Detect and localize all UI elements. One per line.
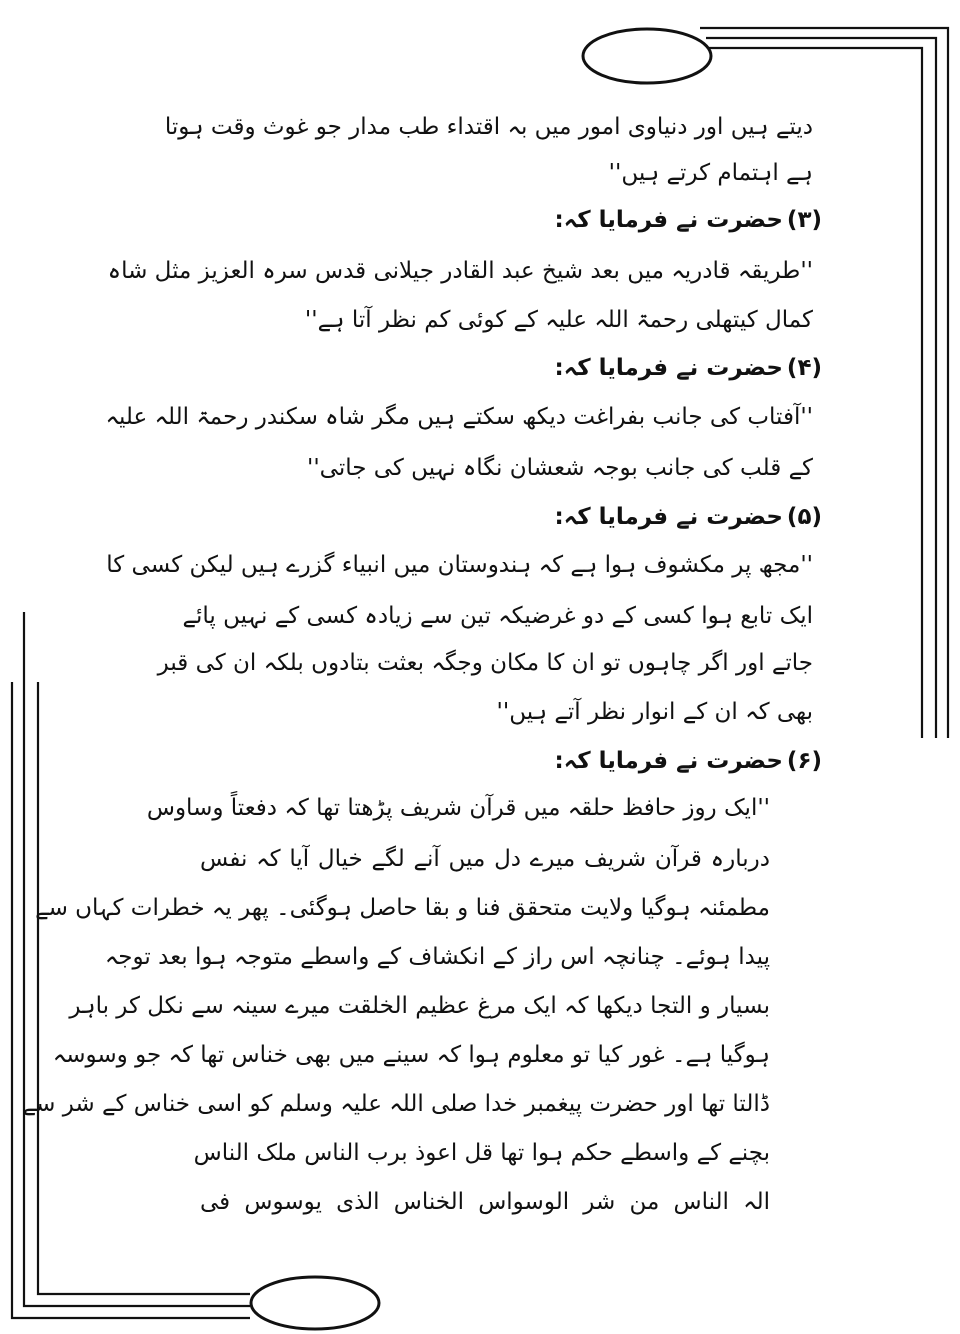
- section-4-number: (۴): [786, 355, 822, 381]
- section-6-line-3: مطمئنہ ہوگیا ولایت متحقق فنا و بقا حاصل ہوگئی۔ پھر یہ خطرات کہاں سے: [35, 895, 770, 921]
- section-6-line-9: الہ الناس من شر الوسواس الخناس الذی یوسوس فی: [200, 1189, 770, 1215]
- section-5-line-3: جاتے اور اگر چاہوں تو ان کا مکان وجگہ بعثت بتادوں بلکہ ان کی قبر: [157, 650, 813, 676]
- section-5-line-4: بھی کہ ان کے انوار نظر آتے ہیں'': [496, 699, 813, 725]
- section-4-heading-text: حضرت نے فرمایا کہ:: [554, 355, 783, 381]
- section-5-line-1: ''مجھ پر مکشوف ہوا ہے کہ ہندوستان میں انبیاء گزرے ہیں لیکن کسی کا: [106, 552, 813, 578]
- intro-line-2: ہے اہتمام کرتے ہیں'': [608, 160, 813, 186]
- section-3-heading: [555, 205, 822, 235]
- section-6-heading: [555, 746, 822, 776]
- section-6-line-4: پیدا ہوئے۔ چنانچہ اس راز کے انکشاف کے واسطے متوجہ ہوا بعد توجہ: [104, 944, 770, 970]
- section-6-line-5: بسیار و التجا دیکھا کہ ایک مرغ عظیم الخلقت میرے سینہ سے نکل کر باہر: [69, 993, 770, 1019]
- bottom-oval-ornament: [251, 1277, 379, 1329]
- intro-line-1: دیتے ہیں اور دنیاوی امور میں بہ اقتداء طب مدار جو غوث وقت ہوتا: [164, 114, 813, 140]
- section-6-line-6: ہوگیا ہے۔ غور کیا تو معلوم ہوا کہ سینے میں بھی خناس تھا کہ جو وسوسہ: [52, 1042, 770, 1068]
- section-3-line-1: ''طریقہ قادریہ میں بعد شیخ عبد القادر جیلانی قدس سرہ العزیز مثل شاہ: [107, 258, 813, 284]
- section-5-number: (۵): [786, 504, 822, 530]
- section-6-line-1: ''ایک روز حافظ حلقہ میں قرآن شریف پڑھتا تھا کہ دفعتاً وساوس: [146, 795, 770, 821]
- top-oval-ornament: [583, 29, 711, 83]
- section-6-number: (۶): [786, 748, 822, 774]
- section-6-line-7: ڈالتا تھا اور حضرت پیغمبر خدا صلی اللہ علیہ وسلم کو اسی خناس کے شر سے: [22, 1091, 770, 1117]
- section-3-line-2: کمال کیتھلی رحمۃ اللہ علیہ کے کوئی کم نظر آتا ہے'': [304, 307, 813, 333]
- section-6-line-2: دربارہ قرآن شریف میرے دل میں آنے لگے خیال آیا کہ نفس: [200, 846, 770, 872]
- section-3-number: (۳): [786, 207, 822, 233]
- section-6-line-8: بچنے کے واسطے حکم ہوا تھا قل اعوذ برب الناس ملک الناس: [193, 1140, 770, 1166]
- section-4-heading: [555, 353, 822, 383]
- section-4-line-2: کے قلب کی جانب بوجہ شعشان نگاہ نہیں کی جاتی'': [307, 455, 813, 481]
- section-6-heading-text: حضرت نے فرمایا کہ:: [554, 748, 783, 774]
- section-5-heading: [555, 502, 822, 532]
- section-4-line-1: ''آفتاب کی جانب بفراغت دیکھ سکتے ہیں مگر شاہ سکندر رحمۃ اللہ علیہ: [105, 404, 813, 430]
- section-5-heading-text: حضرت نے فرمایا کہ:: [554, 504, 783, 530]
- section-3-heading-text: حضرت نے فرمایا کہ:: [554, 207, 783, 233]
- section-5-line-2: ایک تابع ہوا کسی کے دو غرضیکہ تین سے زیادہ کسی کے نہیں پائے: [182, 603, 813, 629]
